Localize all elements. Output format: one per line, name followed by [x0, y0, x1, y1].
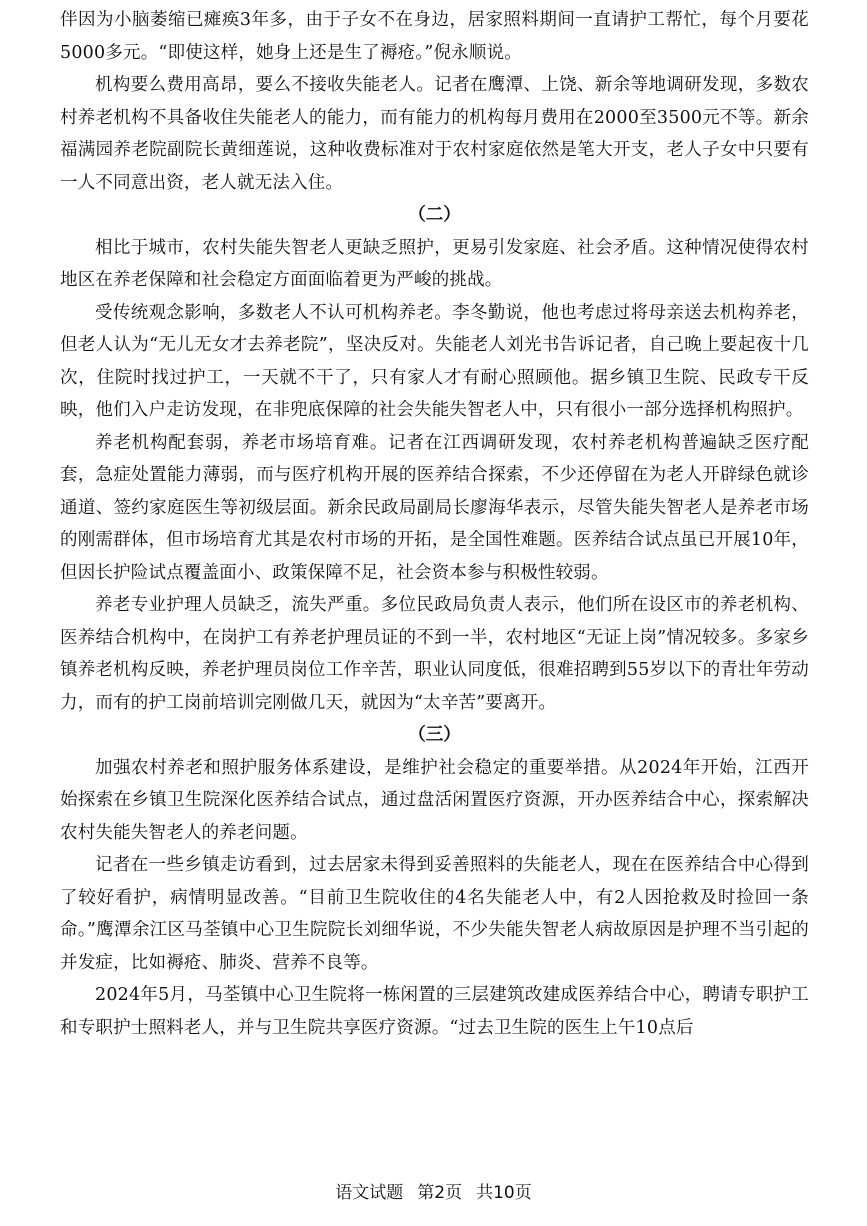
paragraph: 记者在一些乡镇走访看到，过去居家未得到妥善照料的失能老人，现在在医养结合中心得到了较好看护，病情明显改善。“目前卫生院收住的4名失能老人中，有2人因抢救及时捡回一条命。”鹰潭余江区马荃镇中心卫生院院长刘细华说，不少失能失智老人病故原因是护理不当引起的并发症，比如褥疮、肺炎、营养不良等。	[60, 855, 809, 973]
paragraph: 养老专业护理人员缺乏，流失严重。多位民政局负责人表示，他们所在设区市的养老机构、医养结合机构中，在岗护工有养老护理员证的不到一半，农村地区“无证上岗”情况较多。多家乡镇养老机构反映，养老护理员岗位工作辛苦，职业认同度低，很难招聘到55岁以下的青壮年劳动力，而有的护工岗前培训完刚做几天，就因为“太辛苦”要离开。	[60, 595, 809, 713]
paragraph: 养老机构配套弱，养老市场培育难。记者在江西调研发现，农村养老机构普遍缺乏医疗配套，急症处置能力薄弱，而与医疗机构开展的医养结合探索，不少还停留在为老人开辟绿色就诊通道、签约家庭医生等初级层面。新余民政局副局长廖海华表示，尽管失能失智老人是养老市场的刚需群体，但市场培育尤其是农村市场的开拓，是全国性难题。医养结合试点虽已开展10年，但因长护险试点覆盖面小、政策保障不足，社会资本参与积极性较弱。	[60, 432, 809, 583]
footer-subject: 语文试题	[335, 1183, 404, 1203]
paragraph: 相比于城市，农村失能失智老人更缺乏照护，更易引发家庭、社会矛盾。这种情况使得农村地区在养老保障和社会稳定方面面临着更为严峻的挑战。	[60, 237, 809, 290]
footer-page-number: 第2页	[417, 1183, 463, 1203]
page-footer	[0, 1178, 867, 1208]
footer-page-total: 共10页	[476, 1183, 532, 1203]
section-heading-three: （三）	[408, 725, 461, 745]
paragraph: 2024年5月，马荃镇中心卫生院将一栋闲置的三层建筑改建成医养结合中心，聘请专职护工和专职护士照料老人，并与卫生院共享医疗资源。“过去卫生院的医生上午10点后	[60, 985, 809, 1038]
section-heading-two: （二）	[408, 205, 461, 225]
paragraph: 加强农村养老和照护服务体系建设，是维护社会稳定的重要举措。从2024年开始，江西开始探索在乡镇卫生院深化医养结合试点，通过盘活闲置医疗资源，开办医养结合中心，探索解决农村失能失智老人的养老问题。	[60, 757, 809, 843]
paragraph-continued: 伴因为小脑萎缩已瘫痪3年多，由于子女不在身边，居家照料期间一直请护工帮忙，每个月要花5000多元。“即使这样，她身上还是生了褥疮。”倪永顺说。	[60, 10, 809, 63]
paragraph: 受传统观念影响，多数老人不认可机构养老。李冬勤说，他也考虑过将母亲送去机构养老，但老人认为“无儿无女才去养老院”，坚决反对。失能老人刘光书告诉记者，自己晚上要起夜十几次，住院时找过护工，一天就不干了，只有家人才有耐心照顾他。据乡镇卫生院、民政专干反映，他们入户走访发现，在非兜底保障的社会失能失智老人中，只有很小一部分选择机构照护。	[60, 302, 809, 420]
paragraph: 机构要么费用高昂，要么不接收失能老人。记者在鹰潭、上饶、新余等地调研发现，多数农村养老机构不具备收住失能老人的能力，而有能力的机构每月费用在2000至3500元不等。新余福满园养老院副院长黄细莲说，这种收费标准对于农村家庭依然是笔大开支，老人子女中只要有一人不同意出资，老人就无法入住。	[60, 75, 809, 193]
